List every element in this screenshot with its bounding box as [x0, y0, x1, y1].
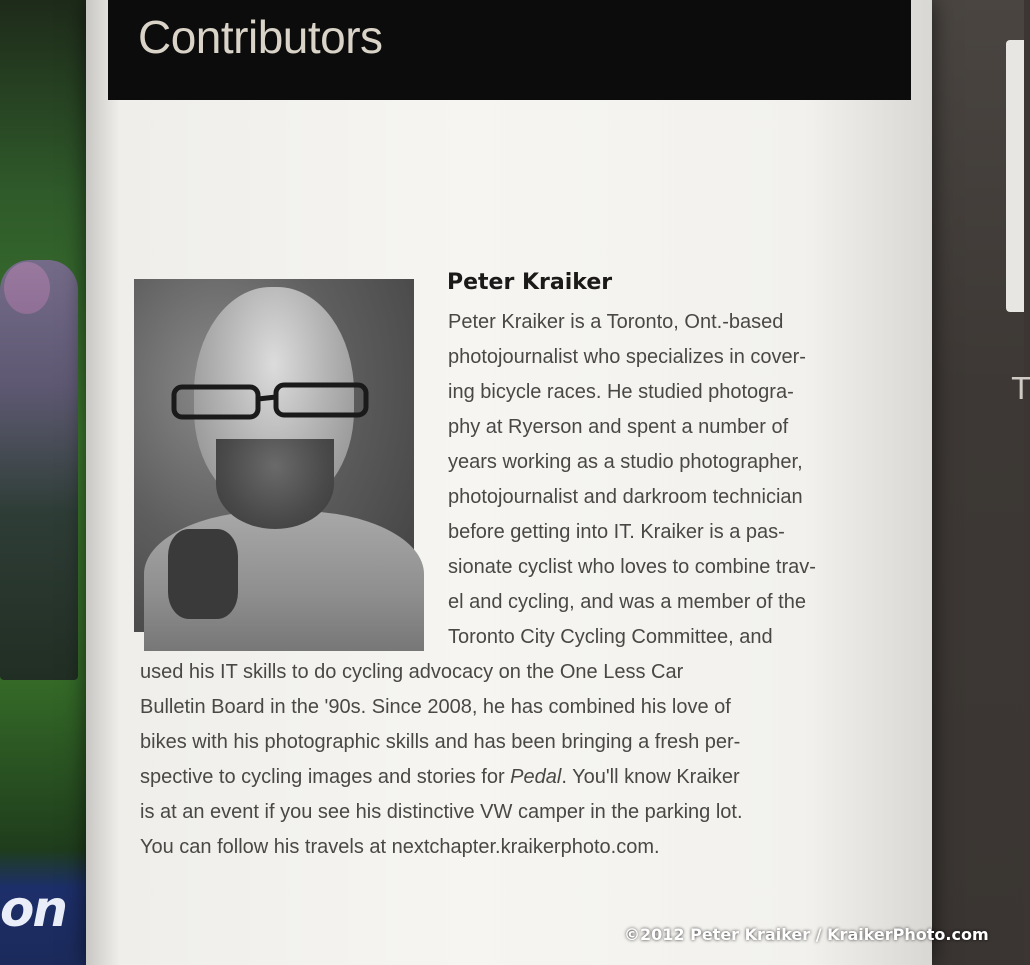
bio-line: photojournalist and darkroom technician	[448, 486, 803, 508]
cover-child-figure	[0, 260, 78, 680]
bio-line: is at an event if you see his distinctive VW camper in the parking lot.	[140, 801, 743, 823]
bio-line	[140, 767, 740, 787]
bio-line: used his IT skills to do cycling advocacy on the One Less Car	[140, 661, 684, 683]
contributor-portrait	[134, 279, 414, 632]
magazine-name: Pedal	[510, 766, 562, 788]
bio-line: Bulletin Board in the '90s. Since 2008, he has combined his love of	[140, 696, 731, 718]
bio-line: ing bicycle races. He studied photogra-	[448, 381, 794, 403]
bio-line: before getting into IT. Kraiker is a pas-	[448, 521, 785, 543]
cover-logo-fragment: on	[0, 880, 66, 938]
bio-line: bikes with his photographic skills and has been bringing a fresh per-	[140, 731, 741, 753]
bio-line: el and cycling, and was a member of the	[448, 591, 806, 613]
contributor-name: Peter Kraiker	[447, 270, 613, 295]
bio-line: phy at Ryerson and spent a number of	[448, 416, 789, 438]
background-card	[1006, 40, 1024, 312]
portrait-hand	[168, 529, 238, 619]
bio-line: sionate cyclist who loves to combine trav-	[448, 556, 816, 578]
portrait-glasses	[170, 383, 370, 423]
magazine-cover-edge	[0, 0, 88, 965]
bio-line: photojournalist who specializes in cover-	[448, 346, 806, 368]
bio-line: You can follow his travels at nextchapter.kraikerphoto.com.	[140, 836, 660, 858]
bio-text: . You'll know Kraiker	[561, 766, 740, 788]
bio-text: spective to cycling images and stories for	[140, 766, 511, 788]
section-title: Contributors	[138, 11, 383, 63]
bio-line: Toronto City Cycling Committee, and	[448, 626, 773, 648]
portrait-beard	[216, 439, 334, 529]
background-letter: T	[1012, 372, 1030, 407]
copyright-watermark: ©2012 Peter Kraiker / KraikerPhoto.com	[624, 925, 989, 944]
bio-line: years working as a studio photographer,	[448, 451, 803, 473]
bio-line: Peter Kraiker is a Toronto, Ont.-based	[448, 311, 784, 333]
